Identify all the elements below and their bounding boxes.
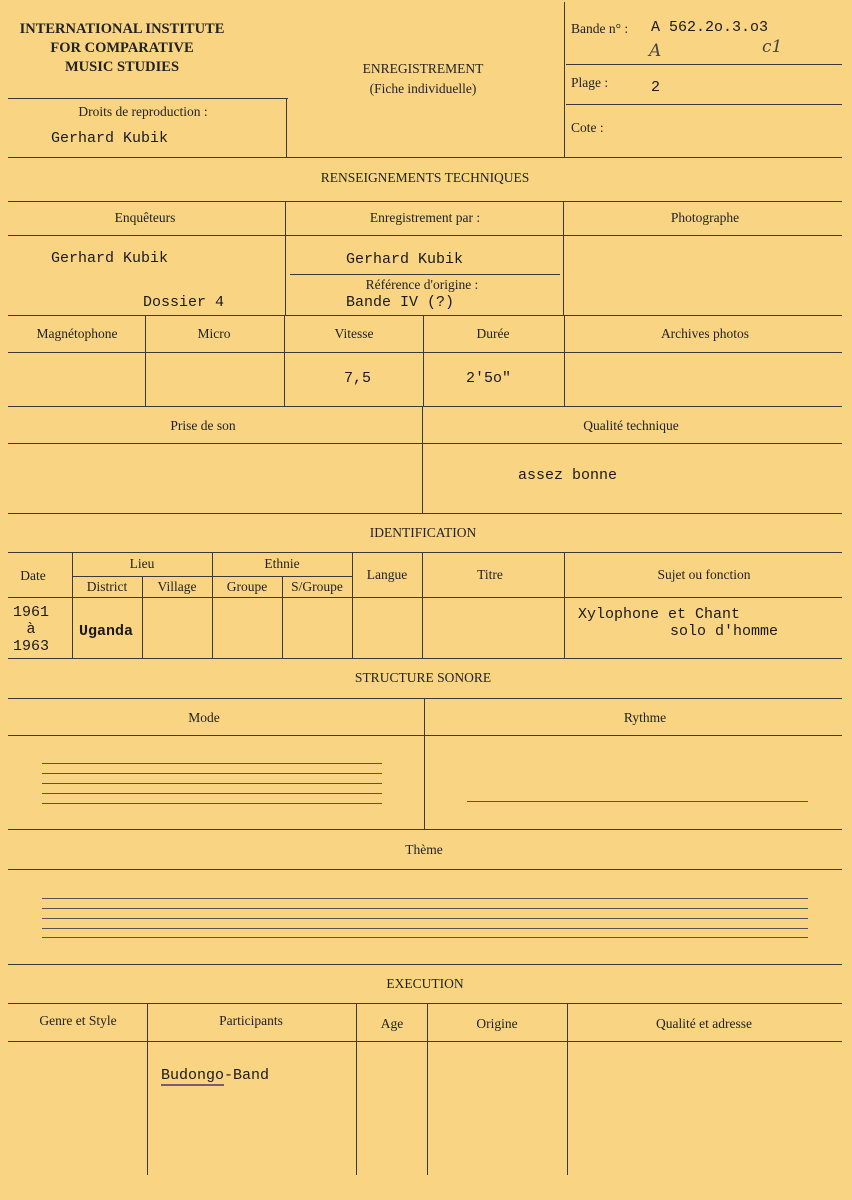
writing-line	[42, 898, 808, 899]
ethnie-label: Ethnie	[264, 556, 300, 571]
rule	[8, 1041, 842, 1042]
rule	[564, 2, 565, 157]
age-label: Age	[380, 1016, 404, 1031]
section-technique: RENSEIGNEMENTS TECHNIQUES	[320, 170, 530, 185]
date-line: 1963	[12, 638, 49, 655]
rule	[212, 552, 213, 658]
section-execution: EXECUTION	[386, 976, 464, 991]
vitesse-value: 7,5	[344, 370, 372, 387]
bande-handwritten-a: A	[649, 41, 662, 61]
micro-label: Micro	[197, 326, 231, 341]
sujet-value-line2: solo d'homme	[670, 623, 779, 640]
enqueteurs-label: Enquêteurs	[114, 210, 176, 225]
participants-rest: -Band	[224, 1067, 270, 1084]
archives-label: Archives photos	[660, 326, 750, 341]
photographe-label: Photographe	[670, 210, 740, 225]
participants-label: Participants	[219, 1013, 283, 1028]
qualite-technique-label: Qualité technique	[583, 418, 679, 433]
prise-label: Prise de son	[170, 418, 236, 433]
rule	[8, 406, 842, 407]
rule	[566, 64, 842, 65]
duree-label: Durée	[476, 326, 510, 341]
theme-label: Thème	[405, 842, 443, 857]
rule	[8, 157, 842, 158]
sujet-value-line1: Xylophone et Chant	[578, 606, 741, 623]
participants-underlined: Budongo	[161, 1067, 225, 1084]
rule	[8, 235, 842, 236]
sgroupe-label: S/Groupe	[291, 579, 343, 594]
rule	[356, 1003, 357, 1175]
rythme-label: Rythme	[623, 710, 667, 725]
date-line: 1961	[12, 604, 49, 621]
plage-value: 2	[651, 79, 661, 96]
genre-label: Genre et Style	[39, 1013, 117, 1028]
writing-line	[42, 763, 382, 764]
rule	[285, 201, 286, 315]
rule	[8, 1003, 842, 1004]
rule	[8, 658, 842, 659]
institute-line: MUSIC STUDIES	[64, 59, 180, 75]
bande-value: A 562.2o.3.o3	[651, 19, 769, 36]
origine-label: Origine	[476, 1016, 518, 1031]
institute-line: FOR COMPARATIVE	[50, 40, 194, 56]
rule	[142, 576, 143, 658]
rule	[8, 98, 288, 99]
district-value: Uganda	[79, 623, 134, 640]
cote-label: Cote :	[571, 120, 604, 135]
rule	[8, 597, 842, 598]
rule	[286, 98, 287, 157]
participants-value	[161, 1067, 269, 1084]
rule	[8, 443, 842, 444]
village-label: Village	[157, 579, 197, 594]
writing-line	[42, 803, 382, 804]
rule	[145, 315, 146, 406]
rights-value: Gerhard Kubik	[51, 130, 169, 147]
rule	[8, 201, 842, 202]
rule	[8, 698, 842, 699]
plage-label: Plage :	[571, 75, 609, 90]
rule	[352, 552, 353, 658]
qualite-adresse-label: Qualité et adresse	[656, 1016, 752, 1031]
rule	[422, 552, 423, 658]
enqueteurs-value: Gerhard Kubik	[51, 250, 169, 267]
rule	[563, 201, 564, 315]
reference-value: Bande IV (?)	[346, 294, 455, 311]
reference-label: Référence d'origine :	[365, 277, 479, 292]
rule	[566, 104, 842, 105]
rule	[8, 964, 842, 965]
enregistrement-value: Gerhard Kubik	[346, 251, 464, 268]
lieu-label: Lieu	[129, 556, 155, 571]
rule	[284, 315, 285, 406]
rule	[567, 1003, 568, 1175]
dossier-value: Dossier 4	[143, 294, 225, 311]
institute-name	[8, 20, 236, 77]
rule	[147, 1003, 148, 1175]
bande-handwritten-c: c1	[762, 37, 783, 57]
rule	[72, 552, 73, 658]
institute-line: INTERNATIONAL INSTITUTE	[19, 21, 225, 37]
date-label: Date	[20, 568, 46, 583]
bande-label: Bande n° :	[571, 21, 629, 36]
writing-line	[42, 918, 808, 919]
writing-line	[467, 801, 808, 802]
enregistrement-label: Enregistrement par :	[369, 210, 481, 225]
writing-line	[42, 783, 382, 784]
district-label: District	[86, 579, 128, 594]
rule	[8, 869, 842, 870]
card-title: ENREGISTREMENT	[362, 61, 484, 76]
writing-line	[42, 908, 808, 909]
card-subtitle: (Fiche individuelle)	[369, 81, 477, 96]
qualite-technique-value: assez bonne	[518, 467, 618, 484]
groupe-label: Groupe	[226, 579, 268, 594]
rule	[423, 315, 424, 406]
writing-line	[42, 928, 808, 929]
rule	[8, 552, 842, 553]
section-identification: IDENTIFICATION	[369, 525, 477, 540]
section-structure: STRUCTURE SONORE	[354, 670, 492, 685]
rule	[8, 315, 842, 316]
rule	[290, 274, 560, 275]
rule	[8, 352, 842, 353]
rule	[422, 406, 423, 513]
date-value	[10, 604, 52, 655]
rule	[8, 513, 842, 514]
titre-label: Titre	[477, 567, 503, 582]
writing-line	[42, 793, 382, 794]
rule	[564, 315, 565, 406]
magnetophone-label: Magnétophone	[36, 326, 118, 341]
duree-value: 2'5o"	[466, 370, 512, 387]
rule	[427, 1003, 428, 1175]
mode-label: Mode	[188, 710, 220, 725]
rule	[8, 735, 842, 736]
rule	[282, 576, 283, 658]
vitesse-label: Vitesse	[334, 326, 374, 341]
langue-label: Langue	[366, 567, 408, 582]
rule	[424, 698, 425, 829]
writing-line	[42, 937, 808, 938]
date-line: à	[26, 621, 36, 638]
rule	[8, 829, 842, 830]
rule	[564, 552, 565, 658]
rights-label: Droits de reproduction :	[78, 104, 208, 119]
sujet-label: Sujet ou fonction	[657, 567, 751, 582]
writing-line	[42, 773, 382, 774]
